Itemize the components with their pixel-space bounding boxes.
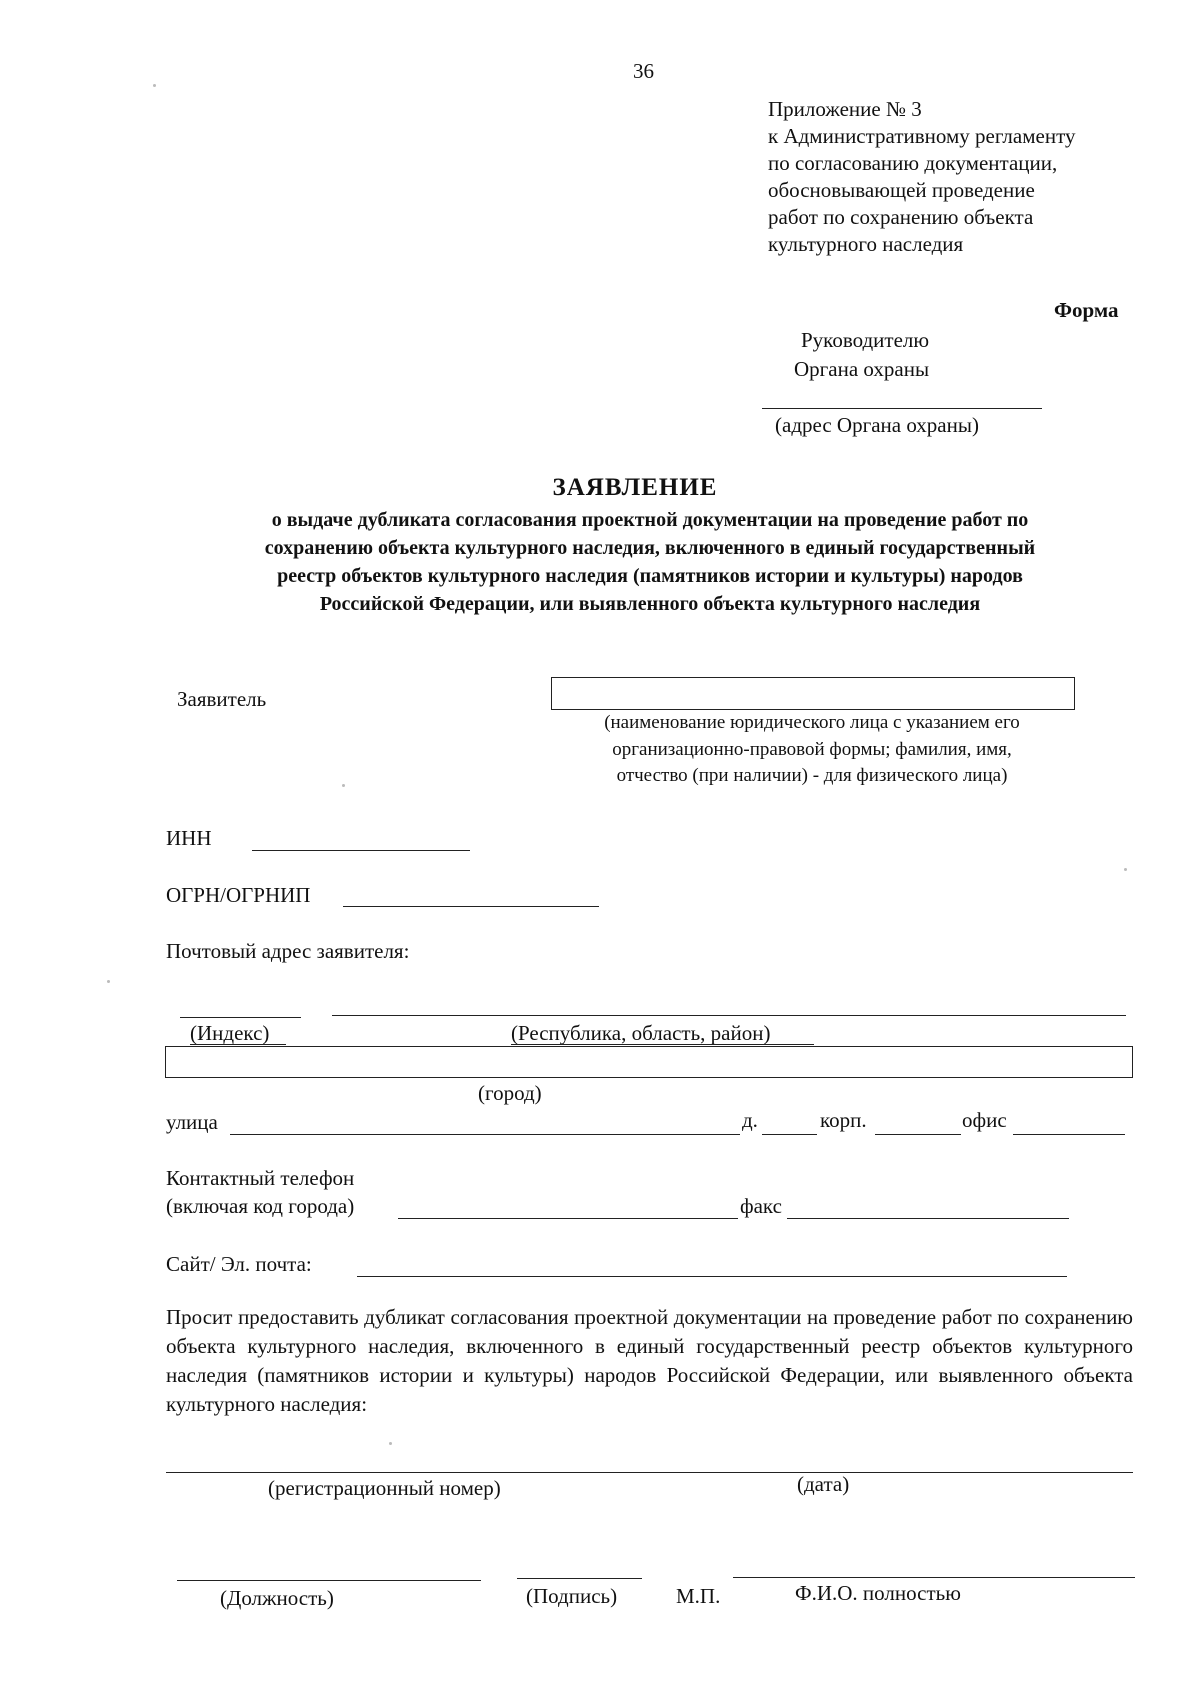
postal-label: Почтовый адрес заявителя: bbox=[166, 939, 410, 963]
scan-speck bbox=[342, 784, 345, 787]
street-label: улица bbox=[166, 1110, 218, 1134]
postal-index-field[interactable] bbox=[180, 1017, 301, 1018]
postal-index-caption: (Индекс) bbox=[190, 1021, 270, 1045]
addressee-address-caption: (адрес Органа охраны) bbox=[775, 413, 979, 437]
addressee-address-line[interactable] bbox=[762, 408, 1042, 409]
scan-speck bbox=[107, 980, 110, 983]
postal-region-caption-underline bbox=[511, 1044, 814, 1045]
scan-speck bbox=[1124, 868, 1127, 871]
postal-city-caption: (город) bbox=[478, 1081, 542, 1105]
fax-label: факс bbox=[740, 1194, 782, 1218]
position-field[interactable] bbox=[177, 1580, 481, 1581]
building-label: корп. bbox=[820, 1108, 867, 1132]
fio-field[interactable] bbox=[733, 1577, 1135, 1578]
building-field[interactable] bbox=[875, 1134, 961, 1135]
request-paragraph: Просит предоставить дубликат согласования проектной документации на проведение работ по сохранению объекта культурного наследия, включенного в единый государственный реестр объектов культурного наследия (памятников истории и культуры) народов Российской Федерации, или выявленного объекта культурного наследия: bbox=[166, 1305, 1133, 1416]
document-subtitle bbox=[100, 506, 1200, 618]
appendix-line: культурного наследия bbox=[768, 232, 964, 256]
document-title: ЗАЯВЛЕНИЕ bbox=[552, 474, 718, 501]
postal-region-field[interactable] bbox=[332, 1015, 1126, 1016]
street-field[interactable] bbox=[230, 1134, 740, 1135]
registration-date-caption: (дата) bbox=[797, 1472, 850, 1496]
scan-speck bbox=[389, 1442, 392, 1445]
postal-city-field[interactable] bbox=[165, 1046, 1133, 1078]
position-caption: (Должность) bbox=[220, 1586, 334, 1610]
house-label: д. bbox=[742, 1108, 758, 1132]
house-field[interactable] bbox=[762, 1134, 817, 1135]
subtitle-line: Российской Федерации, или выявленного объекта культурного наследия bbox=[319, 593, 981, 615]
inn-field[interactable] bbox=[252, 850, 470, 851]
applicant-caption-3: отчество (при наличии) - для физического лица) bbox=[616, 765, 1008, 786]
appendix-block bbox=[768, 96, 1075, 258]
phone-label-line1: Контактный телефон bbox=[166, 1166, 355, 1190]
fax-field[interactable] bbox=[787, 1218, 1069, 1219]
subtitle-line: о выдаче дубликата согласования проектной документации на проведение работ по bbox=[271, 509, 1029, 531]
office-label: офис bbox=[962, 1108, 1007, 1132]
postal-index-caption-underline bbox=[190, 1044, 286, 1045]
appendix-line: работ по сохранению объекта bbox=[768, 205, 1034, 229]
signature-caption: (Подпись) bbox=[526, 1584, 618, 1608]
stamp-label: М.П. bbox=[676, 1584, 721, 1608]
subtitle-line: сохранению объекта культурного наследия, включенного в единый государственный bbox=[264, 537, 1036, 559]
fio-caption: Ф.И.О. полностью bbox=[795, 1581, 961, 1605]
page-number: 36 bbox=[633, 59, 654, 83]
applicant-caption-2: организационно-правовой формы; фамилия, имя, bbox=[612, 739, 1012, 760]
site-field[interactable] bbox=[357, 1276, 1067, 1277]
subtitle-line: реестр объектов культурного наследия (памятников истории и культуры) народов bbox=[277, 565, 1023, 587]
inn-label: ИНН bbox=[166, 826, 212, 850]
ogrn-label: ОГРН/ОГРНИП bbox=[166, 883, 311, 907]
appendix-line: к Административному регламенту bbox=[768, 124, 1076, 148]
appendix-line: по согласованию документации, bbox=[768, 151, 1058, 175]
postal-region-caption: (Республика, область, район) bbox=[511, 1021, 771, 1045]
appendix-line: Приложение № 3 bbox=[768, 97, 922, 121]
ogrn-field[interactable] bbox=[343, 906, 599, 907]
applicant-field[interactable] bbox=[551, 677, 1075, 710]
applicant-caption-1: (наименование юридического лица с указанием его bbox=[604, 712, 1020, 733]
form-label: Форма bbox=[1054, 298, 1119, 322]
phone-label-line2: (включая код города) bbox=[166, 1194, 355, 1218]
addressee-line1: Руководителю bbox=[801, 328, 930, 352]
appendix-line: обосновывающей проведение bbox=[768, 178, 1035, 202]
site-label: Сайт/ Эл. почта: bbox=[166, 1252, 312, 1276]
office-field[interactable] bbox=[1013, 1134, 1125, 1135]
signature-field[interactable] bbox=[517, 1578, 642, 1579]
registration-field[interactable] bbox=[166, 1472, 1133, 1473]
addressee-line2: Органа охраны bbox=[794, 357, 930, 381]
scan-speck bbox=[153, 84, 156, 87]
applicant-label: Заявитель bbox=[177, 687, 267, 711]
phone-field[interactable] bbox=[398, 1218, 738, 1219]
registration-number-caption: (регистрационный номер) bbox=[268, 1476, 501, 1500]
